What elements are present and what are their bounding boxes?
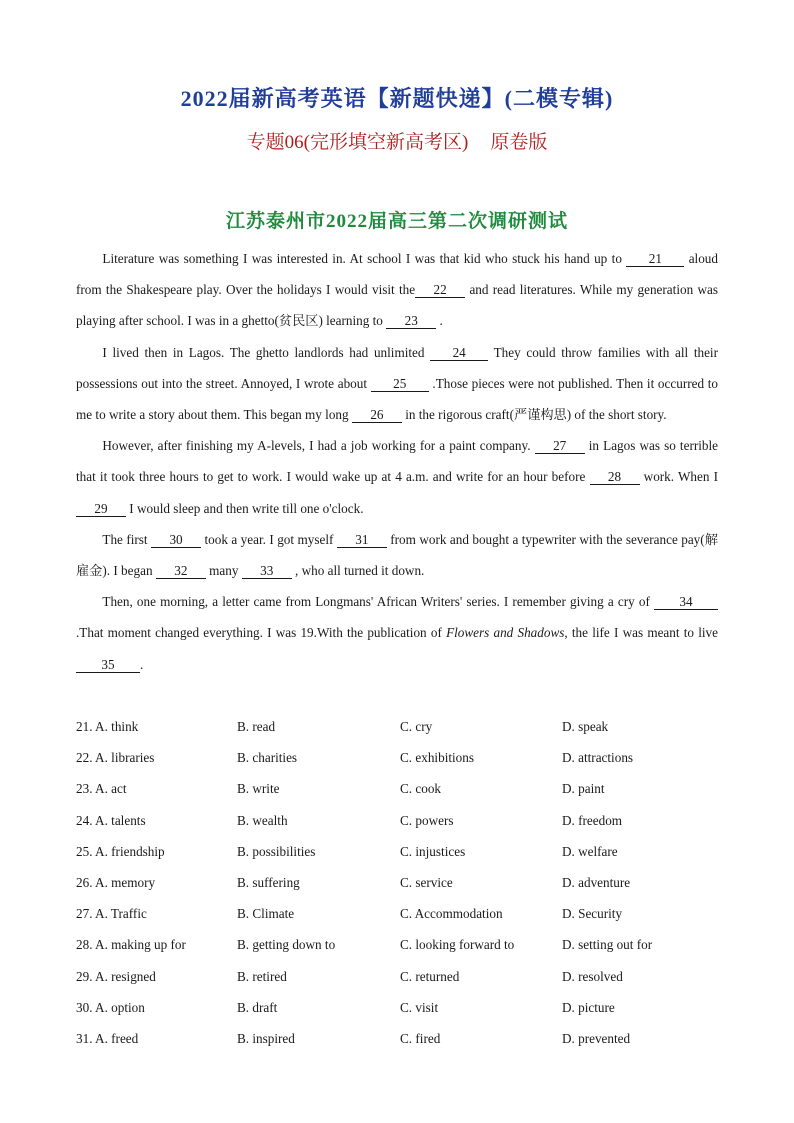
option-d: D. adventure [562,874,631,890]
option-c: C. looking forward to [400,937,515,953]
option-b: B. wealth [237,812,288,828]
question-row-25 [76,836,736,867]
option-a: 28. A. making up for [76,937,186,953]
subtitle-topic: 专题06(完形填空新高考区) [246,132,469,153]
blank-28: 28 [590,469,640,485]
question-row-22 [76,742,736,773]
option-c: C. visit [400,999,439,1015]
book-title: Flowers and Shadows [446,625,565,641]
option-d: D. picture [562,999,615,1015]
text-run: However, after finishing my A-levels, I had a job working for a paint company. [102,438,535,454]
blank-27: 27 [535,438,585,454]
blank-26: 26 [352,407,402,423]
option-d: D. prevented [562,1030,631,1046]
option-a: 27. A. Traffic [76,906,147,922]
option-d: D. attractions [562,750,634,766]
option-d: D. freedom [562,812,623,828]
option-b: B. retired [237,968,287,984]
question-row-24 [76,805,736,836]
option-a: 21. A. think [76,719,139,734]
text-run: aloud from the Shakespeare play. Over the holidays I would visit the [76,251,718,298]
option-c: C. fired [400,1030,441,1046]
option-b: B. read [237,719,276,734]
option-d: D. speak [562,719,609,734]
blank-21: 21 [626,251,684,267]
option-a: 26. A. memory [76,874,156,890]
answer-options [76,711,736,1054]
question-row-27 [76,898,736,929]
blank-35: 35 [76,657,140,673]
option-a: 23. A. act [76,781,127,797]
text-run: .That moment changed everything. I was 19.With the publication of [76,625,447,641]
blank-22: 22 [415,282,465,298]
blank-31: 31 [337,532,387,548]
question-row-26 [76,867,736,898]
option-a: 31. A. freed [76,1030,139,1046]
option-b: B. getting down to [237,937,336,953]
text-run: The first [102,531,152,547]
text-run: in the rigorous craft(严谨构思) of the short story. [401,407,667,423]
paragraph-4 [76,524,718,586]
subtitle-version: 原卷版 [490,132,548,153]
document-subtitle [0,127,794,154]
option-b: B. inspired [237,1030,295,1046]
blank-33: 33 [242,563,292,579]
blank-25: 25 [371,376,429,392]
option-c: C. cook [400,781,442,797]
option-d: D. welfare [562,843,618,859]
option-c: C. Accommodation [400,906,503,922]
blank-32: 32 [156,563,206,579]
text-run: Literature was something I was interested in. At school I was that kid who stuck his hand up to [102,251,627,266]
question-row-28 [76,929,736,960]
text-run: from work and bought a typewriter with the severance pay(解雇金). I began [76,531,719,579]
option-a: 24. A. talents [76,812,146,828]
blank-29: 29 [76,501,126,517]
option-c: C. returned [400,968,460,984]
blank-24: 24 [430,345,488,361]
text-run: in Lagos was so terrible that it took three hours to get to work. I would wake up at 4 a.m. and write for an hour before [76,438,719,485]
paragraph-2 [76,337,718,431]
text-run: Then, one morning, a letter came from Longmans' African Writers' series. I remember giving a cry of [102,594,654,610]
paragraph-5 [76,586,718,680]
text-run: took a year. I got myself [201,531,337,547]
option-a: 29. A. resigned [76,968,156,984]
text-run: . [436,313,443,329]
option-b: B. possibilities [237,843,316,859]
option-d: D. resolved [562,968,623,984]
question-row-29 [76,961,736,992]
option-c: C. service [400,874,453,890]
text-run: . [140,656,144,672]
option-a: 30. A. option [76,999,145,1015]
option-a: 22. A. libraries [76,750,155,766]
document-title: 2022届新高考英语【新题快递】(二模专辑) [180,86,614,111]
question-row-30 [76,992,736,1023]
text-run: , the life I was meant to live [564,625,718,641]
section-title: 江苏泰州市2022届高三第二次调研测试 [225,211,568,232]
question-row-31 [76,1023,736,1054]
text-run: and read literatures. While my generation was playing after school. I was in a ghetto(贫民区) learning to [76,282,718,329]
question-row-21 [76,711,736,742]
option-b: B. draft [237,999,278,1015]
paragraph-1 [76,243,718,337]
text-run: .Those pieces were not published. Then it occurred to me to write a story about them. This began my long [76,375,719,423]
paragraph-3 [76,430,718,524]
option-b: B. suffering [237,874,300,890]
text-run: many [205,563,242,579]
question-row-23 [76,773,736,804]
option-b: B. Climate [237,906,295,922]
option-d: D. Security [562,906,623,922]
option-c: C. exhibitions [400,750,474,766]
blank-30: 30 [151,532,201,548]
option-a: 25. A. friendship [76,843,165,859]
option-c: C. injustices [400,843,466,859]
option-d: D. paint [562,781,605,797]
cloze-passage [76,243,718,680]
text-run: work. When I [639,469,719,485]
text-run: , who all turned it down. [291,563,425,579]
blank-34: 34 [654,594,718,610]
option-b: B. charities [237,750,298,766]
text-run: I would sleep and then write till one o'clock. [126,500,364,516]
option-d: D. setting out for [562,937,653,953]
option-b: B. write [237,781,280,797]
option-c: C. cry [400,719,433,734]
option-c: C. powers [400,812,454,828]
text-run: They could throw families with all their possessions out into the street. Annoyed, I wrote about [76,344,718,391]
blank-23: 23 [386,313,436,329]
text-run: I lived then in Lagos. The ghetto landlords had unlimited [102,344,431,360]
